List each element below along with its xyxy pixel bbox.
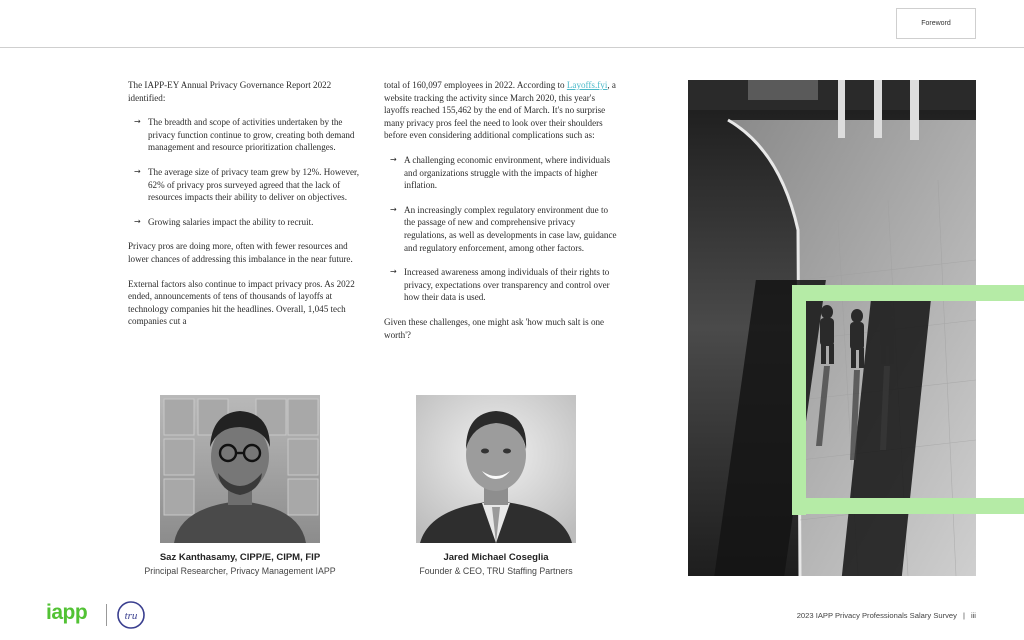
footer-separator: |: [962, 611, 965, 620]
text-column-right: [384, 79, 620, 353]
text-column-left: [128, 79, 360, 340]
portrait-saz-kanthasamy: [160, 395, 320, 543]
paragraph-text: total of 160,097 employees in 2022. According to: [384, 80, 567, 90]
closing-paragraph: Given these challenges, one might ask 'how much salt is one worth'?: [384, 316, 605, 340]
green-frame-accent: [976, 285, 1024, 301]
arrow-right-icon: →: [390, 154, 397, 164]
iapp-logo: iapp: [46, 601, 88, 624]
header-divider: [0, 47, 1024, 48]
intro-paragraph: The IAPP-EY Annual Privacy Governance Report 2022 identified:: [128, 80, 332, 103]
list-item: [128, 216, 360, 229]
tru-logo-text: tru: [124, 610, 138, 622]
person-role: Founder & CEO, TRU Staffing Partners: [419, 566, 573, 576]
tru-logo: [116, 600, 146, 630]
person-role: Principal Researcher, Privacy Management IAPP: [144, 566, 336, 576]
arrow-right-icon: →: [390, 204, 397, 214]
green-frame-accent: [976, 498, 1024, 514]
list-item-text: The average size of privacy team grew by 12%. However, 62% of privacy pros surveyed agreed that the lack of resources impacts their ability to deliver on objectives.: [148, 166, 359, 203]
publication-title: 2023 IAPP Privacy Professionals Salary Survey: [796, 611, 957, 620]
page-footer: [740, 611, 976, 620]
arrow-right-icon: →: [134, 166, 141, 176]
body-paragraph: Privacy pros are doing more, often with fewer resources and lower chances of addressing this imbalance in the near future.: [128, 241, 353, 264]
logo-divider: [106, 604, 107, 626]
list-item-text: Increased awareness among individuals of their rights to privacy, expectations over transparency and control over how their data is used.: [404, 267, 610, 303]
body-paragraph: [384, 79, 620, 142]
paragraph-text: , a website tracking the activity since March 2020, this year's layoffs reached 155,462 by the end of March. It's no surprise many privacy pros feel the need to look over their shoulders before even considering additional complications such as:: [384, 80, 616, 141]
list-item-text: The breadth and scope of activities undertaken by the privacy function continue to grow, creating both demand management and resource prioritization challenges.: [148, 117, 355, 153]
layoffs-link[interactable]: Layoffs.fyi: [566, 80, 608, 90]
list-item: [128, 116, 360, 154]
body-paragraph: External factors also continue to impact privacy pros. As 2022 ended, announcements of tens of thousands of layoffs at technology companies hit the headlines. Overall, 1,045 tech companies cut a: [128, 278, 355, 327]
walkway-photo: [688, 80, 976, 576]
list-item-text: An increasingly complex regulatory environment due to the passage of new and comprehensive privacy regulations, as well as developments in case law, guidance and regulatory enforcement, among other factors.: [404, 204, 617, 253]
person-name: Saz Kanthasamy, CIPP/E, CIPM, FIP: [159, 552, 321, 563]
list-item-text: A challenging economic environment, where individuals and organizations struggle with the impacts of higher inflation.: [404, 154, 611, 191]
page-number: iii: [970, 611, 976, 620]
person-name: Jared Michael Coseglia: [443, 552, 549, 563]
list-item: [128, 166, 360, 204]
green-frame-accent: [792, 285, 806, 515]
list-item: [384, 266, 620, 304]
arrow-right-icon: →: [134, 216, 141, 226]
list-item-text: Growing salaries impact the ability to recruit.: [148, 216, 314, 227]
foreword-button[interactable]: Foreword: [896, 8, 976, 39]
portrait-jared-michael-coseglia: [416, 395, 576, 543]
green-frame-accent: [792, 498, 976, 514]
list-item: [384, 204, 620, 254]
green-frame-accent: [792, 285, 976, 301]
arrow-right-icon: →: [390, 267, 397, 277]
list-item: [384, 154, 620, 192]
arrow-right-icon: →: [134, 117, 141, 127]
